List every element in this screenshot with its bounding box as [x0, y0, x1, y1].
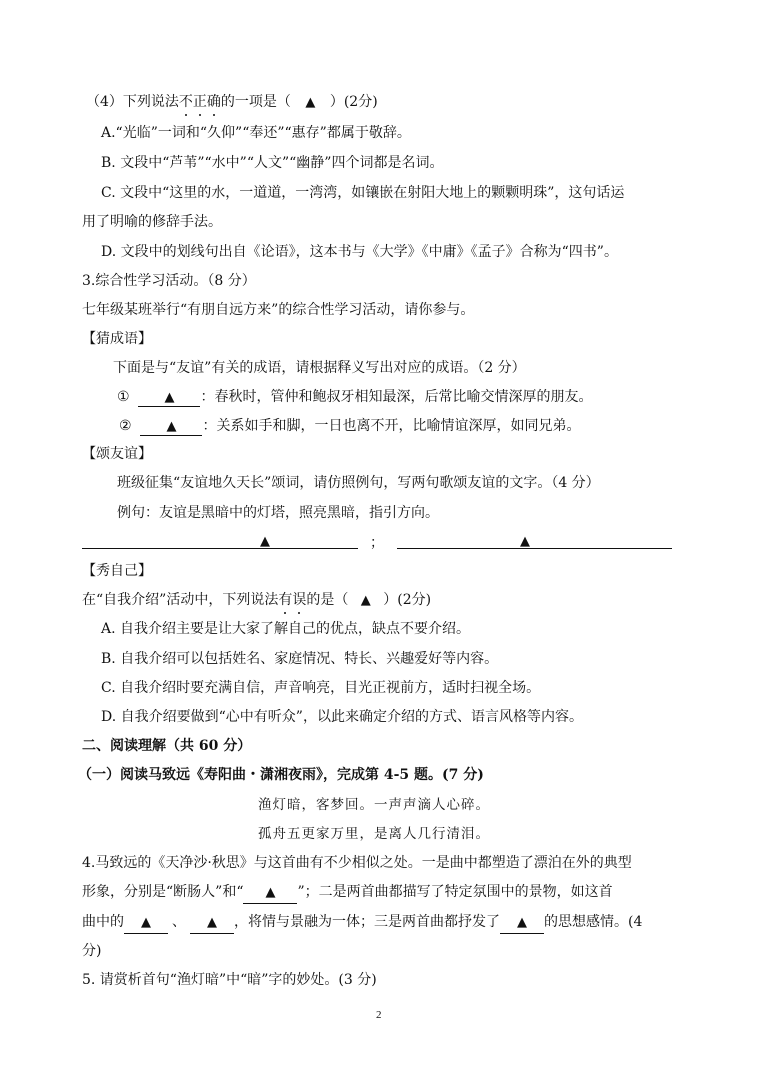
- answer-triangle-icon: ▲: [190, 913, 234, 934]
- answer-triangle-icon: ▲: [243, 883, 297, 904]
- answer-blank: ▲: [140, 417, 202, 436]
- show-option-c: C. 自我介绍时要充满自信，声音响亮，目光正视前方，适时扫视全场。: [101, 680, 541, 696]
- answer-triangle-icon: ▲: [124, 913, 168, 934]
- emphasis-dot: 确: [206, 94, 221, 110]
- section-2-subtitle: （一）阅读马致远《寿阳曲・潇湘夜雨》，完成第 4-5 题。(7 分): [78, 767, 484, 783]
- praise-friendship-header: 【颂友谊】: [82, 446, 152, 462]
- q5-line: 5. 请赏析首句“渔灯暗”中“暗”字的妙处。(3 分): [82, 972, 377, 988]
- q4b-line4: 分): [82, 943, 102, 959]
- q4-option-a: A.“光临”一词和“久仰”“奉还”“惠存”都属于敬辞。: [101, 125, 411, 141]
- answer-triangle-icon: ▲: [500, 913, 544, 934]
- emphasis-dot: 误: [292, 592, 307, 608]
- emphasis-dot: 正: [192, 94, 207, 110]
- emphasis-dot: 不: [178, 94, 193, 110]
- show-option-b: B. 自我介绍可以包括姓名、家庭情况、特长、兴趣爱好等内容。: [101, 651, 499, 667]
- answer-triangle-icon: ▲: [360, 593, 371, 608]
- q4-option-b: B. 文段中“芦苇”“水中”“人文”“幽静”四个词都是名词。: [101, 155, 444, 171]
- q3-intro: 七年级某班举行“有朋自远方来”的综合性学习活动，请你参与。: [82, 302, 475, 318]
- answer-blank: ▲: [138, 388, 200, 407]
- praise-example: 例句：友谊是黑暗中的灯塔，照亮黑暗，指引方向。: [117, 505, 439, 521]
- guess-item-2: ② ▲ ：关系如手和脚，一日也离不开，比喻情谊深厚，如同兄弟。: [119, 418, 581, 434]
- q4-option-d: D. 文段中的划线句出自《论语》，这本书与《大学》《中庸》《孟子》合称为“四书”。: [101, 244, 618, 260]
- q3-title: 3.综合性学习活动。（8 分）: [82, 273, 256, 289]
- praise-friendship-desc: 班级征集“友谊地久天长”颂词，请仿照例句，写两句歌颂友谊的文字。（4 分）: [117, 475, 600, 491]
- poem-line-2: 孤舟五更家万里，是离人几行清泪。: [258, 826, 490, 842]
- page-number: 2: [376, 1009, 382, 1021]
- show-option-d: D. 自我介绍要做到“心中有听众”，以此来确定介绍的方式、语言风格等内容。: [101, 709, 583, 725]
- q4-option-c-line2: 用了明喻的修辞手法。: [82, 214, 222, 230]
- q4-stem: （4）下列说法不正确的一项是（ ▲ ）(2分): [86, 94, 378, 110]
- section-2-title: 二、阅读理解（共 60 分）: [82, 738, 252, 754]
- q4b-line3: 曲中的 ▲ 、 ▲ ，将情与景融为一体；三是两首曲都抒发了 ▲ 的思想感情。(4: [82, 912, 642, 934]
- answer-triangle-icon: ▲: [520, 534, 530, 549]
- answer-separator: ；: [370, 535, 384, 551]
- q4b-line2: 形象，分别是“断肠人”和“ ▲ ”；二是两首曲都描写了特定氛围中的景物，如这首: [82, 882, 613, 904]
- guess-idiom-header: 【猜成语】: [82, 331, 152, 347]
- answer-line-2: [397, 548, 672, 549]
- q4-option-c-line1: C. 文段中“这里的水，一道道，一湾湾，如镶嵌在射阳大地上的颗颗明珠”，这句话运: [101, 185, 625, 201]
- answer-triangle-icon: ▲: [305, 95, 316, 110]
- answer-line-1: [82, 548, 358, 549]
- guess-item-1: ① ▲ ：春秋时，管仲和鲍叔牙相知最深，后常比喻交情深厚的朋友。: [117, 389, 593, 405]
- answer-triangle-icon: ▲: [260, 534, 270, 549]
- poem-line-1: 渔灯暗，客梦回。一声声滴人心碎。: [258, 797, 490, 813]
- emphasis-dot: 有: [278, 592, 293, 608]
- q4b-line1: 4.马致远的《天净沙·秋思》与这首曲有不少相似之处。一是曲中都塑造了漂泊在外的典型: [82, 855, 632, 871]
- show-yourself-header: 【秀自己】: [82, 563, 152, 579]
- show-yourself-stem: 在“自我介绍”活动中，下列说法有误的是（ ▲ ）(2分): [82, 592, 432, 608]
- guess-idiom-desc: 下面是与“友谊”有关的成语，请根据释义写出对应的成语。（2 分）: [113, 360, 526, 376]
- show-option-a: A. 自我介绍主要是让大家了解自己的优点，缺点不要介绍。: [101, 621, 471, 637]
